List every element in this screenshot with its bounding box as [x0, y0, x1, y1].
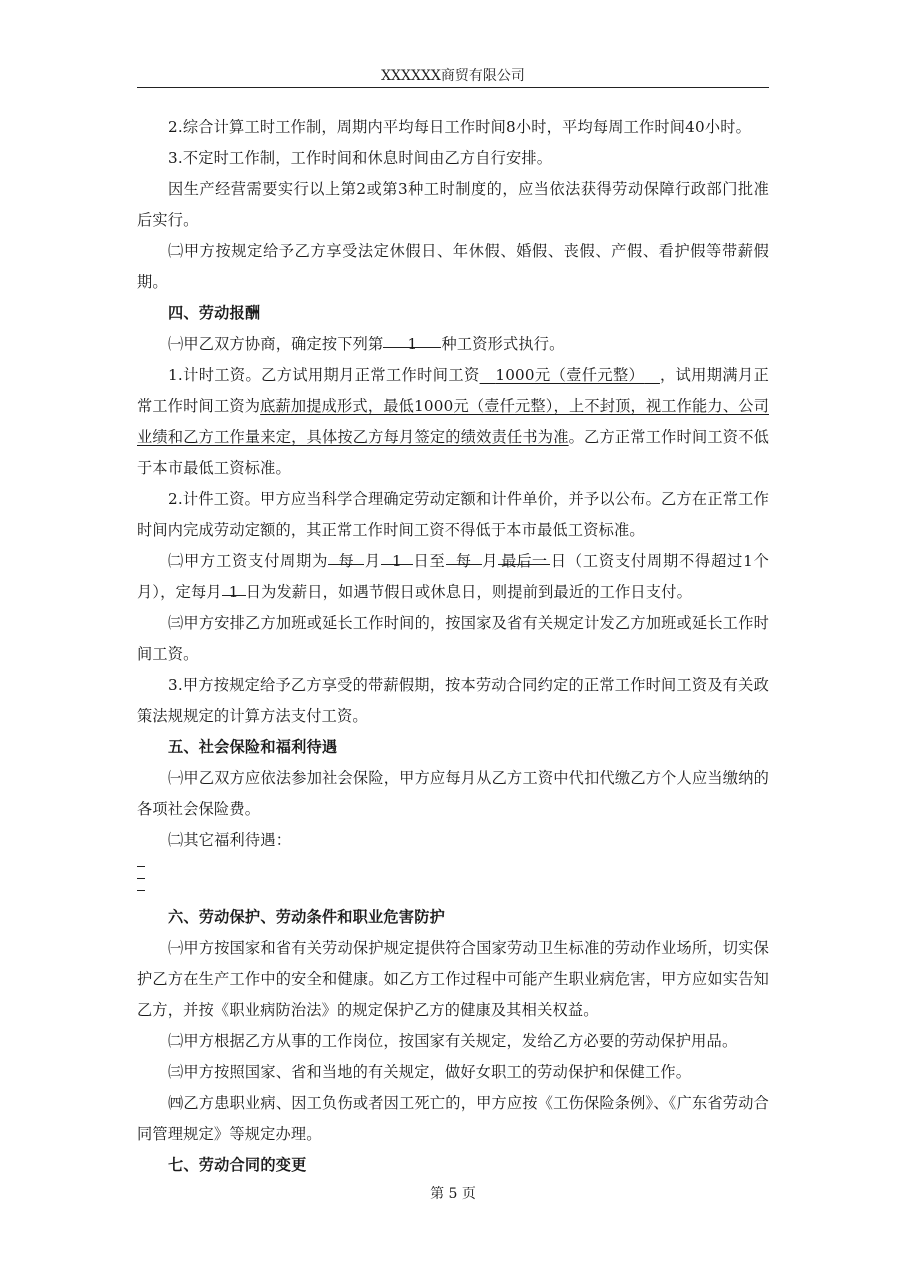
- paragraph: ㈣乙方患职业病、因工负伤或者因工死亡的，甲方应按《工伤保险条例》、《广东省劳动合同管理规定》等规定办理。: [137, 1094, 769, 1143]
- paragraph: 3.甲方按规定给予乙方享受的带薪假期，按本劳动合同约定的正常工作时间工资及有关政策法规规定的计算方法支付工资。: [137, 676, 769, 725]
- section-heading: 四、劳动报酬: [168, 304, 261, 322]
- section-heading: 七、劳动合同的变更: [168, 1156, 307, 1174]
- paragraph: ㈢甲方安排乙方加班或延长工作时间的，按国家及省有关规定计发乙方加班或延长工作时间工资。: [137, 614, 769, 663]
- paragraph: 2.计件工资。甲方应当科学合理确定劳动定额和计件单价，并予以公布。乙方在正常工作时间内完成劳动定额的，其正常工作时间工资不得低于本市最低工资标准。: [137, 490, 769, 539]
- section-heading: 六、劳动保护、劳动条件和职业危害防护: [168, 908, 445, 926]
- paragraph: 3.不定时工作制，工作时间和休息时间由乙方自行安排。: [168, 149, 553, 167]
- page-header-company: XXXXXX商贸有限公司: [381, 68, 525, 84]
- regular-wage-blank: 底薪加提成形式，最低1000元（壹仟元整），上不封顶，视工作能力、公司业绩和乙方工作量来定，具体按乙方每月签定的绩效责任书为准: [137, 397, 769, 446]
- paragraph: ㈠甲乙双方应依法参加社会保险，甲方应每月从乙方工资中代扣代缴乙方个人应当缴纳的各项社会保险费。: [137, 769, 769, 818]
- wage-form-blank: 1: [383, 329, 441, 348]
- paragraph: ㈢甲方按照国家、省和当地的有关规定，做好女职工的劳动保护和保健工作。: [168, 1063, 692, 1081]
- pay-start-day-blank: 1: [381, 546, 413, 565]
- paragraph: ㈡甲方按规定给予乙方享受法定休假日、年休假、婚假、丧假、产假、看护假等带薪假期。: [137, 242, 769, 291]
- paragraph: 因生产经营需要实行以上第2或第3种工时制度的，应当依法获得劳动保障行政部门批准后实行。: [137, 180, 769, 229]
- pay-cycle-end-blank: 每: [446, 546, 482, 565]
- paragraph: ㈠甲方按国家和省有关劳动保护规定提供符合国家劳动卫生标准的劳动作业场所，切实保护乙方在生产工作中的安全和健康。如乙方工作过程中可能产生职业病危害，甲方应如实告知乙方，并按《职业病防治法》的规定保护乙方的健康及其相关权益。: [137, 939, 769, 1019]
- pay-cycle-blank: 每: [328, 546, 364, 565]
- paragraph: ㈡其它福利待遇：: [168, 831, 292, 849]
- paragraph-hourly-wage: 1.计时工资。乙方试用期月正常工作时间工资 1000元（壹仟元整） ，试用期满月正常工作时间工资为底薪加提成形式，最低1000元（壹仟元整），上不封顶，视工作能力、公司业绩和乙方工作量来定，具体按乙方每月签定的绩效责任书为准。乙方正常工作时间工资不低于本市最低工资标准。: [137, 366, 769, 477]
- blank-lines: [137, 866, 769, 891]
- paragraph-wage-form: ㈠甲乙双方协商，确定按下列第 1 种工资形式执行。: [137, 329, 769, 360]
- blank-line-mark: [137, 878, 145, 879]
- document-body: [137, 112, 769, 1181]
- blank-line-mark: [137, 866, 145, 867]
- blank-line-mark: [137, 890, 145, 891]
- header-rule: [137, 87, 769, 88]
- paragraph: 2.综合计算工时工作制，周期内平均每日工作时间8小时，平均每周工作时间40小时。: [168, 118, 752, 136]
- section-heading: 五、社会保险和福利待遇: [168, 738, 338, 756]
- payday-blank: 1: [222, 577, 246, 596]
- probation-wage-blank: 1000元（壹仟元整）: [495, 366, 645, 384]
- paragraph: ㈡甲方根据乙方从事的工作岗位，按国家有关规定，发给乙方必要的劳动保护用品。: [168, 1032, 738, 1050]
- paragraph-pay-cycle: ㈡甲方工资支付周期为 每 月 1 日至 每 月 最后一 日（工资支付周期不得超过1个月），定每月 1 日为发薪日，如遇节假日或休息日，则提前到最近的工作日支付。: [137, 546, 769, 608]
- page-number: 第 5 页: [430, 1186, 476, 1202]
- pay-end-day-blank: 最后一: [498, 546, 550, 565]
